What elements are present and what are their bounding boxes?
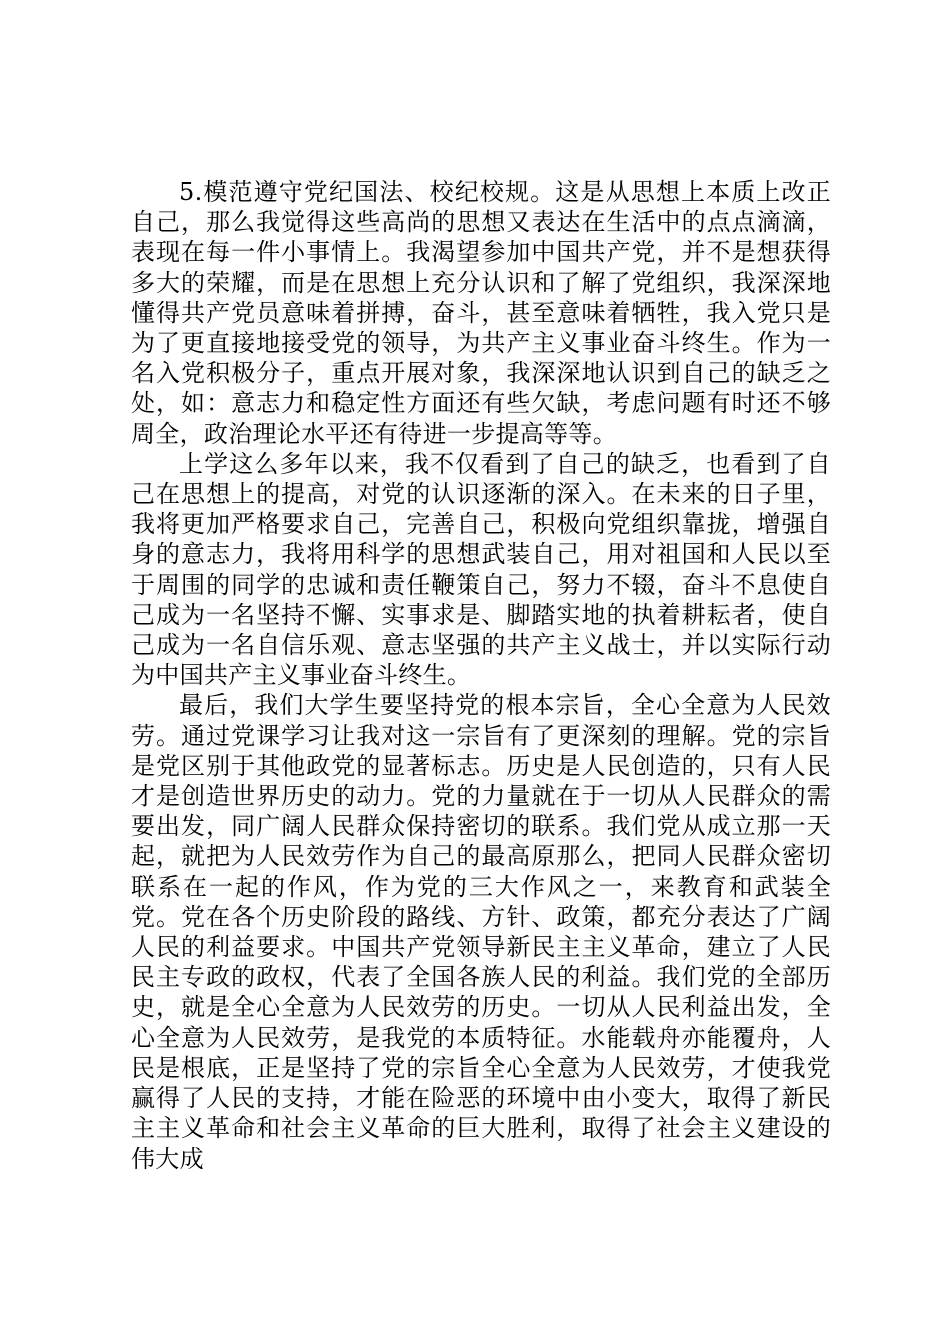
paragraph-self-improvement: 上学这么多年以来，我不仅看到了自己的缺乏，也看到了自己在思想上的提高，对党的认识逐渐的深入。在未来的日子里，我将更加严格要求自己，完善自己，积极向党组织靠拢，增强自身的意志力，我将用科学的思想武装自己，用对祖国和人民以至于周围的同学的忠诚和责任鞭策自己，努力不辍，奋斗不息使自己成为一名坚持不懈、实事求是、脚踏实地的执着耕耘者，使自己成为一名自信乐观、意志坚强的共产主义战士，并以实际行动为中国共产主义事业奋斗终生。 [131,449,831,690]
paragraph-party-purpose: 最后，我们大学生要坚持党的根本宗旨，全心全意为人民效劳。通过党课学习让我对这一宗旨有了更深刻的理解。党的宗旨是党区别于其他政党的显著标志。历史是人民创造的，只有人民才是创造世界历史的动力。党的力量就在于一切从人民群众的需要出发，同广阔人民群众保持密切的联系。我们党从成立那一天起，就把为人民效劳作为自己的最高原那么，把同人民群众密切联系在一起的作风，作为党的三大作风之一，来教育和武装全党。党在各个历史阶段的路线、方针、政策，都充分表达了广阔人民的利益要求。中国共产党领导新民主主义革命，建立了人民民主专政的政权，代表了全国各族人民的利益。我们党的全部历史，就是全心全意为人民效劳的历史。一切从人民利益出发，全心全意为人民效劳，是我党的本质特征。水能载舟亦能覆舟，人民是根底，正是坚持了党的宗旨全心全意为人民效劳，才使我党赢得了人民的支持，才能在险恶的环境中由小变大，取得了新民主主义革命和社会主义革命的巨大胜利，取得了社会主义建设的伟大成 [131,691,831,1173]
document-page [131,177,831,1174]
paragraph-discipline: 5.模范遵守党纪国法、校纪校规。这是从思想上本质上改正自己，那么我觉得这些高尚的思想又表达在生活中的点点滴滴，表现在每一件小事情上。我渴望参加中国共产党，并不是想获得多大的荣耀，而是在思想上充分认识和了解了党组织，我深深地懂得共产党员意味着拼搏，奋斗，甚至意味着牺牲，我入党只是为了更直接地接受党的领导，为共产主义事业奋斗终生。作为一名入党积极分子，重点开展对象，我深深地认识到自己的缺乏之处，如：意志力和稳定性方面还有些欠缺，考虑问题有时还不够周全，政治理论水平还有待进一步提高等等。 [131,178,831,448]
